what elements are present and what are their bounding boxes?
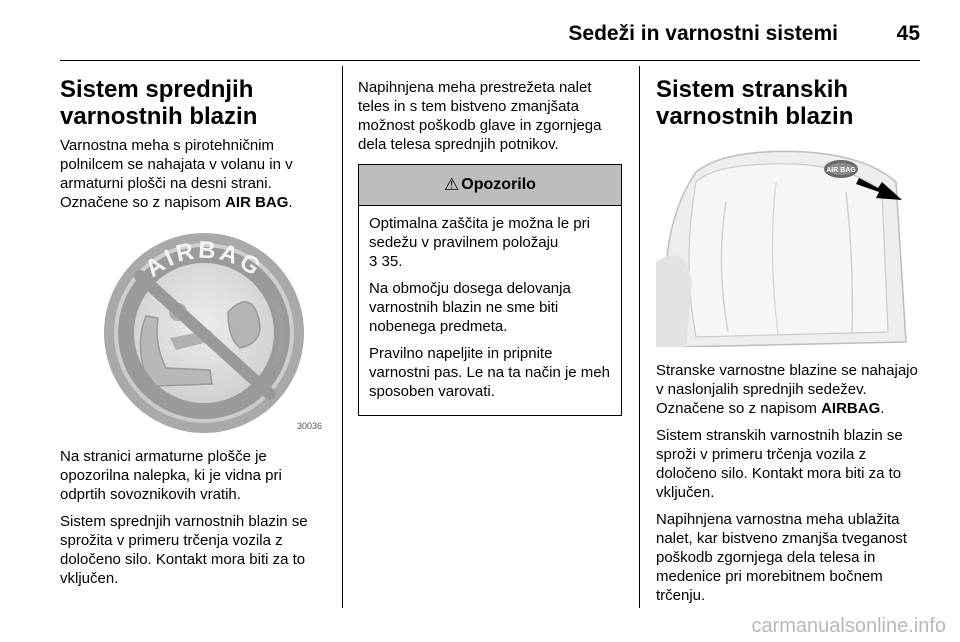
warning-text: Optimalna zaščita je možna le pri sedežu v pravilnem položaju — [369, 215, 590, 251]
seat-airbag-label: AIR BAG — [826, 167, 856, 174]
paragraph: Napihnjena meha prestrežeta nalet teles in s tem bistveno zmanjšata možnost poškodb glave in zgornjega dela telesa sprednjih potnikov. — [358, 79, 602, 153]
section-heading-side-airbags — [656, 76, 922, 130]
paragraph-end: . — [880, 400, 885, 417]
column-side-airbags — [656, 70, 922, 613]
page-reference: 3 35. — [369, 253, 403, 270]
warning-paragraph: Pravilno napeljite in pripnite varnostni pas. Le na ta način je meh sposoben varovati. — [369, 345, 610, 400]
figure-number: 30036 — [296, 421, 322, 431]
header-title: Sedeži in varnostni sistemi — [568, 22, 838, 45]
column-divider — [342, 66, 343, 608]
paragraph — [60, 136, 328, 212]
paragraph-end: . — [288, 194, 293, 211]
heading-line: varnostnih blazin — [656, 103, 854, 130]
paragraph-text: Varnostna meha s pirotehničnim polnilcem se nahajata v volanu in v armaturni plošči na desni strani. Označene so z napisom — [60, 137, 293, 211]
warning-icon: ⚠ — [444, 175, 460, 194]
warning-header — [359, 165, 621, 206]
column-front-airbags-cont — [358, 70, 622, 416]
column-divider — [639, 66, 640, 608]
paragraph: Sistem sprednjih varnostnih blazin se sprožita v primeru trčenja vozila z določeno silo. Kontakt mora biti za to vključen. — [60, 513, 308, 587]
side-airbag-seat-figure — [656, 142, 918, 347]
column-front-airbags — [60, 70, 328, 596]
heading-line: Sistem sprednjih — [60, 76, 254, 103]
figure-airbag-text: AIRBAG — [140, 236, 268, 283]
seat-backrest-icon — [656, 142, 918, 347]
airbag-warning-figure — [60, 220, 328, 435]
watermark: carmanualsonline.info — [751, 615, 946, 637]
warning-paragraph: Na območju dosega delovanja varnostnih blazin ne sme biti nobenega predmeta. — [369, 280, 571, 335]
page-number: 45 — [896, 22, 920, 45]
paragraph — [656, 361, 922, 418]
warning-paragraph — [369, 214, 611, 271]
header-rule — [60, 60, 920, 61]
paragraph-text: Stranske varnostne blazine se nahajajo v naslonjalih sprednjih sedežev. Označene so z napisom — [656, 362, 918, 417]
warning-body — [359, 206, 621, 415]
page-header — [60, 14, 920, 58]
heading-line: varnostnih blazin — [60, 103, 258, 130]
paragraph: Napihnjena varnostna meha ublažita nalet, kar bistveno zmanjša tveganost poškodb zgornjega dela telesa in medenice pri morebitnem bočnem trčenju. — [656, 511, 907, 604]
paragraph: Na stranici armaturne plošče je opozorilna nalepka, ki je vidna pri odprtih sovoznikovih vratih. — [60, 448, 282, 503]
airbag-label-bold: AIR BAG — [225, 194, 289, 211]
paragraph: Sistem stranskih varnostnih blazin se sproži v primeru trčenja vozila z določeno silo. Kontakt mora biti za to vključen. — [656, 427, 903, 501]
heading-line: Sistem stranskih — [656, 76, 849, 103]
airbag-label-bold: AIRBAG — [821, 400, 881, 417]
section-heading-front-airbags — [60, 76, 328, 130]
warning-box — [358, 164, 622, 416]
warning-title: Opozorilo — [461, 176, 536, 193]
no-child-seat-airbag-icon — [60, 220, 328, 435]
